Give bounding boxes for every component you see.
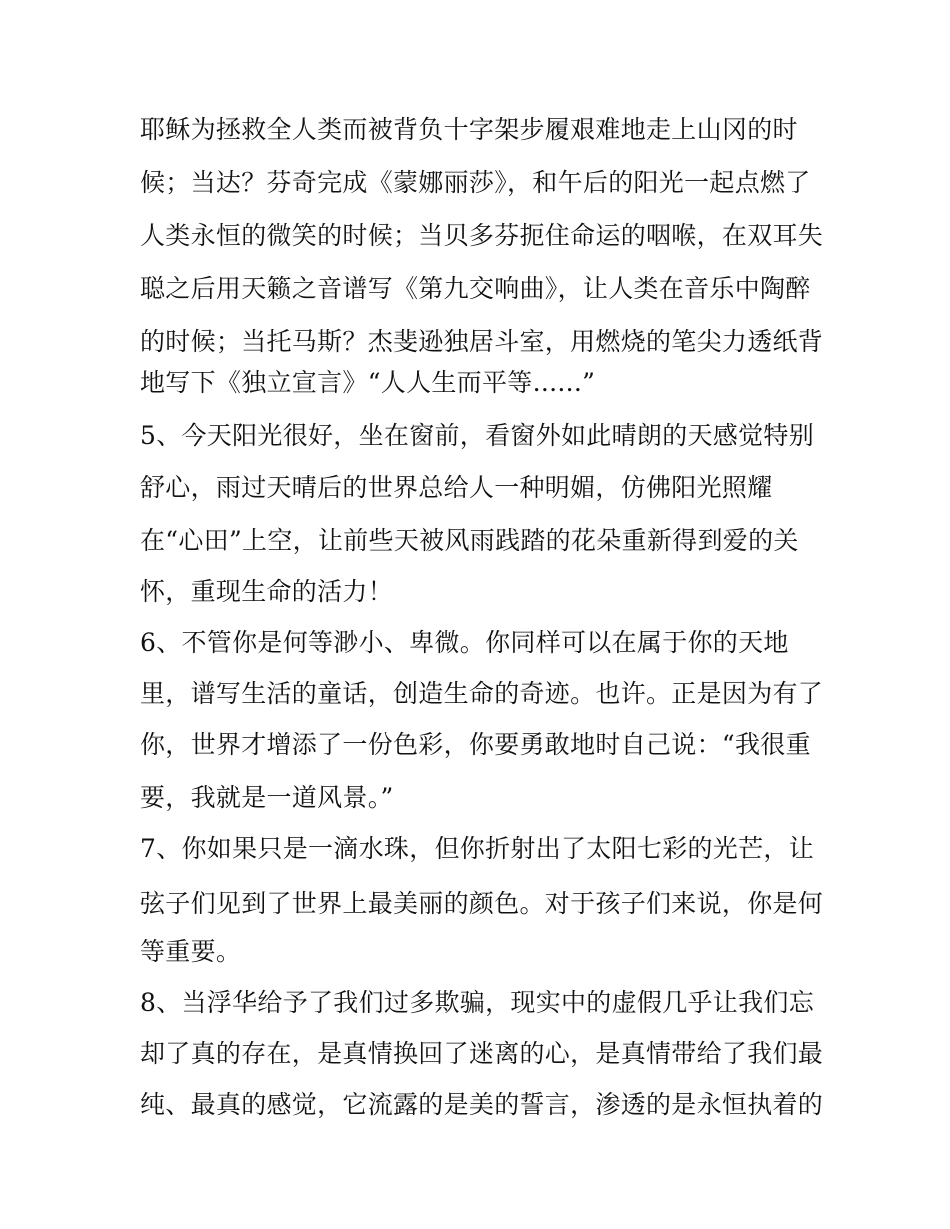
- text-line: 弦子们见到了世界上最美丽的颜色。对于孩子们来说，你是何: [140, 889, 824, 918]
- text-line: 5、今天阳光很好，坐在窗前，看窗外如此晴朗的天感觉特别: [140, 421, 815, 450]
- text-line: 纯、最真的感觉，它流露的是美的誓言，渗透的是永恒执着的: [140, 1090, 824, 1119]
- text-line: 却了真的存在，是真情换回了迷离的心，是真情带给了我们最: [140, 1039, 824, 1068]
- text-line: 里，谱写生活的童话，创造生命的奇迹。也许。正是因为有了: [140, 679, 824, 708]
- text-line: 的时候；当托马斯？杰斐逊独居斗室，用燃烧的笔尖力透纸背: [140, 327, 824, 356]
- text-line: 候；当达？芬奇完成《蒙娜丽莎》，和午后的阳光一起点燃了: [140, 168, 811, 197]
- text-line: 6、不管你是何等渺小、卑微。你同样可以在属于你的天地: [140, 628, 789, 657]
- text-line: 舒心，雨过天晴后的世界总给人一种明媚，仿佛阳光照耀: [140, 473, 773, 502]
- text-line: 怀，重现生命的活力！: [140, 577, 394, 606]
- text-line: 你，世界才增添了一份色彩，你要勇敢地时自己说：“我很重: [140, 730, 811, 759]
- text-line: 聪之后用天籁之音谱写《第九交响曲》，让人类在音乐中陶醉: [140, 274, 811, 303]
- text-line: 人类永恒的微笑的时候；当贝多芬扼住命运的咽喉，在双耳失: [140, 221, 824, 250]
- text-line: 在“心田”上空，让前些天被风雨践踏的花朵重新得到爱的关: [140, 526, 799, 555]
- text-line: 7、你如果只是一滴水珠，但你折射出了太阳七彩的光芒，让: [140, 834, 815, 863]
- text-line: 要，我就是一道风景。”: [140, 783, 394, 812]
- text-line: 8、当浮华给予了我们过多欺骗，现实中的虚假几乎让我们忘: [140, 988, 815, 1017]
- text-line: 耶稣为拯救全人类而被背负十字架步履艰难地走上山冈的时: [140, 115, 798, 144]
- text-line: 等重要。: [140, 937, 242, 966]
- text-line: 地写下《独立宣言》“人人生而平等......”: [140, 368, 596, 397]
